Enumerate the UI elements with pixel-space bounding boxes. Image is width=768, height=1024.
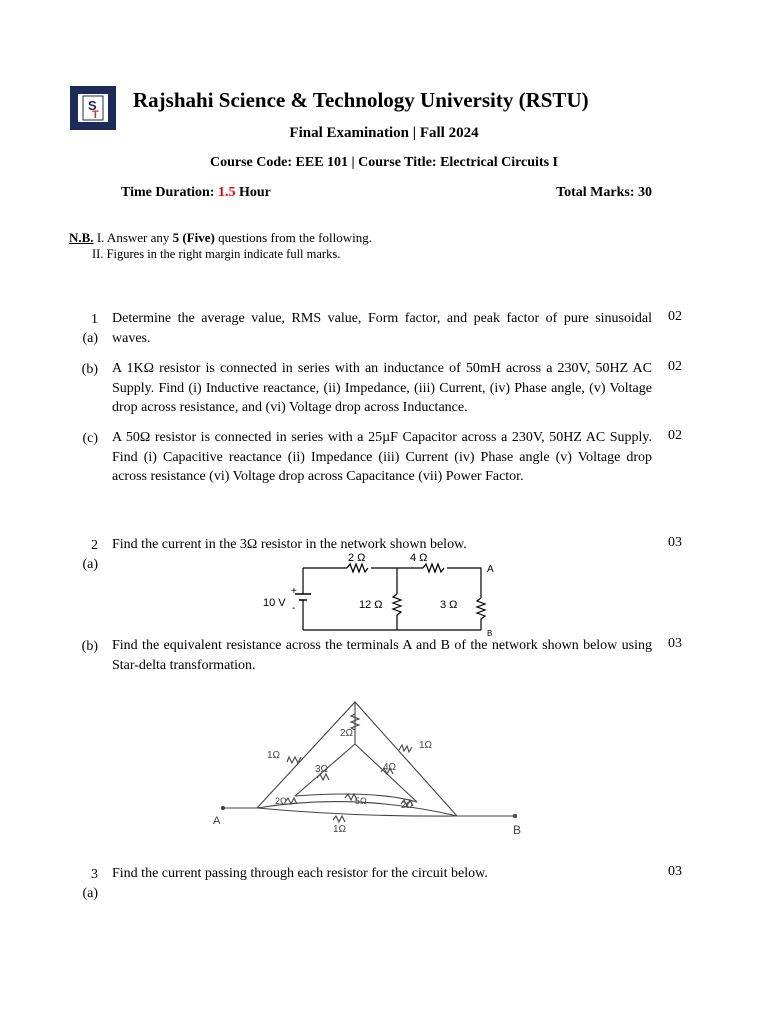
circuit-figure-1 — [255, 550, 505, 638]
time-duration: Time Duration: 1.5 Hour — [121, 185, 271, 200]
label-r-base: 1Ω — [333, 824, 347, 835]
instruction-line-1: N.B. I. Answer any 5 (Five) questions from the following. — [69, 230, 372, 245]
question-text: A 1KΩ resistor is connected in series with an inductance of 50mH across a 230V, 50HZ AC Supply. Find (i) Inductive reactance, (ii) Impedance, (iii) Current, (iv) Phase angle, (v) Voltage drop across resistance, and (vi) Voltage drop across Inductance. — [112, 361, 652, 415]
question-marks: 02 — [668, 309, 682, 324]
circuit-figure-2 — [205, 692, 535, 838]
label-source: 10 V — [263, 597, 286, 609]
label-r-left: 1Ω — [267, 750, 281, 761]
resistor-12ohm — [393, 594, 401, 630]
question-number: 1 (a) — [82, 312, 98, 346]
question-marks: 03 — [668, 535, 682, 550]
instruction-line-2: II. Figures in the right margin indicate full marks. — [92, 247, 341, 261]
label-r-top: 2Ω — [340, 728, 354, 739]
label-plus: + — [291, 586, 297, 597]
resistor-3ohm — [477, 598, 485, 630]
svg-text:S: S — [88, 98, 97, 113]
question-text: Find the current passing through each resistor for the circuit below. — [112, 866, 488, 881]
question-text: Find the equivalent resistance across the terminals A and B of the network shown below using Star-delta transformation. — [112, 638, 652, 673]
question-part: (b) — [81, 639, 98, 654]
label-r-bottom-right: 2Ω — [401, 800, 413, 810]
label-r4: 3 Ω — [440, 599, 458, 611]
label-node-a: A — [487, 564, 494, 575]
question-marks: 03 — [668, 636, 682, 651]
question-text: Determine the average value, RMS value, Form factor, and peak factor of pure sinusoidal waves. — [112, 311, 652, 346]
label-r-bottom-mid: 5Ω — [355, 796, 367, 806]
label-r3: 12 Ω — [359, 599, 383, 611]
question-number: 3 (a) — [82, 867, 98, 901]
question-part: (c) — [82, 431, 98, 446]
label-r-right: 1Ω — [419, 740, 433, 751]
question-part: (b) — [81, 362, 98, 377]
exam-title: Final Examination | Fall 2024 — [289, 125, 479, 141]
university-logo — [70, 86, 116, 130]
label-minus: - — [292, 603, 296, 614]
course-info: Course Code: EEE 101 | Course Title: Electrical Circuits I — [210, 155, 558, 170]
label-node-b: B — [513, 823, 522, 837]
resistor-4ohm — [423, 564, 444, 572]
question-marks: 02 — [668, 428, 682, 443]
university-title: Rajshahi Science & Technology University (RSTU) — [133, 88, 589, 112]
question-text: Find the current in the 3Ω resistor in the network shown below. — [112, 537, 467, 552]
resistor-2ohm — [347, 564, 368, 572]
label-r-bottom-left: 2Ω — [275, 796, 287, 806]
label-node-b: B — [487, 629, 493, 638]
label-r1: 2 Ω — [348, 552, 366, 564]
question-marks: 02 — [668, 359, 682, 374]
label-r-inner-left: 3Ω — [315, 764, 329, 775]
label-r2: 4 Ω — [410, 552, 428, 564]
question-marks: 03 — [668, 864, 682, 879]
question-number: 2 (a) — [82, 538, 98, 572]
label-r-inner-right: 4Ω — [383, 762, 397, 773]
svg-text:T: T — [92, 109, 99, 121]
label-node-a: A — [213, 815, 221, 827]
total-marks: Total Marks: 30 — [556, 185, 652, 200]
question-text: A 50Ω resistor is connected in series with a 25µF Capacitor across a 230V, 50HZ AC Supply. Find (i) Capacitive reactance (ii) Impedance (iii) Current (iv) Phase angle (v) Voltage drop across resistance (vi) Voltage drop across Capacitance (vii) Power Factor. — [112, 430, 652, 484]
